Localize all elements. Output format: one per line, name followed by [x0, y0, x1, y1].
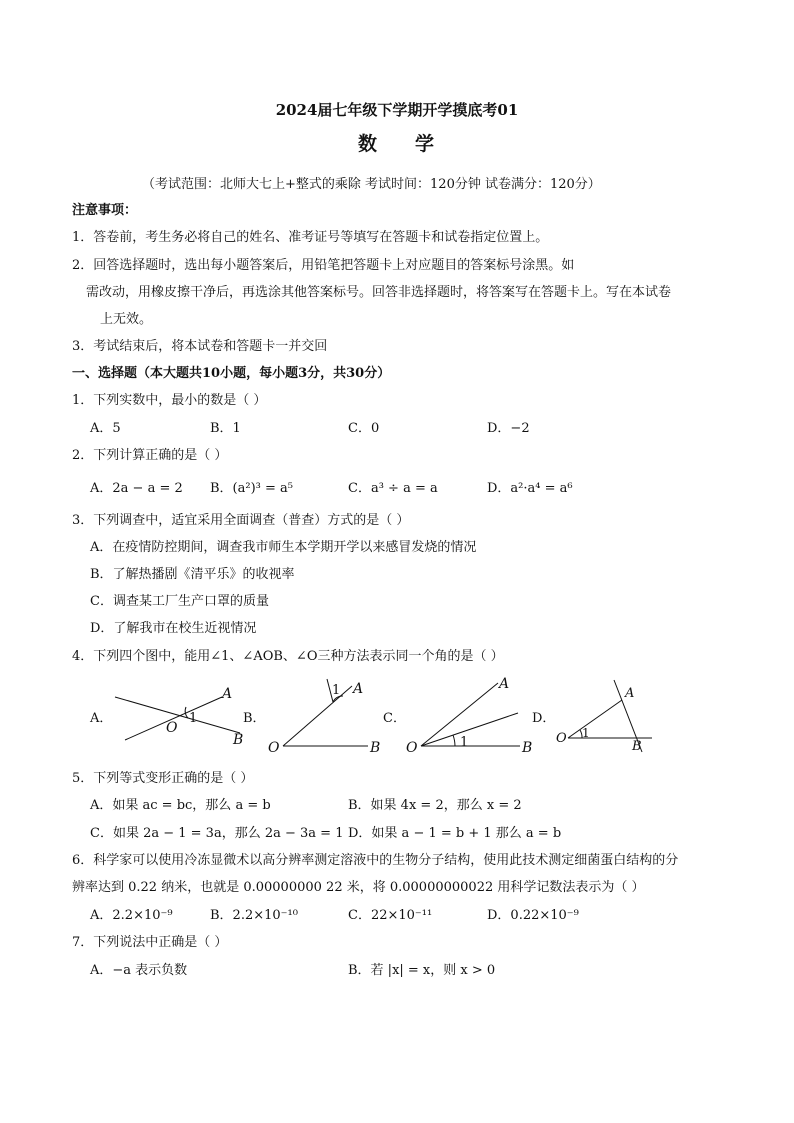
q1-option-d: D．−2	[487, 421, 530, 436]
q2-option-d: D．a²·a⁴ = a⁶	[487, 481, 573, 496]
figure-d-label-a: A	[625, 686, 635, 701]
q3-option-c: C．调查某工厂生产口罩的质量	[90, 594, 269, 609]
q5-option-a: A．如果 ac = bc，那么 a = b	[90, 798, 271, 813]
subject-char-2: 学	[415, 133, 437, 155]
figure-b-label-1: 1	[332, 683, 341, 698]
q4-option-d: D．	[532, 711, 556, 726]
figure-a-label-a: A	[222, 686, 233, 702]
q2-option-b: B．(a²)³ = a⁵	[210, 481, 293, 496]
q5-option-c: C．如果 2a − 1 = 3a，那么 2a − 3a = 1	[90, 826, 344, 841]
q3-option-b: B．了解热播剧《清平乐》的收视率	[90, 567, 295, 582]
question-5-stem: 5．下列等式变形正确的是（ ）	[72, 771, 254, 786]
q3-option-a: A．在疫情防控期间，调查我市师生本学期开学以来感冒发烧的情况	[90, 540, 477, 555]
question-7-stem: 7．下列说法中正确是（ ）	[72, 935, 228, 950]
q5-option-b: B．如果 4x = 2，那么 x = 2	[348, 798, 522, 813]
q6-option-c: C．22×10⁻¹¹	[348, 908, 433, 923]
q6-option-b: B．2.2×10⁻¹⁰	[210, 908, 298, 923]
section-heading: 一、选择题（本大题共10小题，每小题3分，共30分）	[72, 366, 391, 381]
question-1-stem: 1．下列实数中，最小的数是（ ）	[72, 393, 267, 408]
q4-option-c: C．	[383, 711, 406, 726]
note-item-2-cont: 需改动，用橡皮擦干净后，再选涂其他答案标号。回答非选择题时，将答案写在答题卡上。写在本试卷	[86, 285, 672, 300]
figure-d-label-b: B	[632, 739, 642, 754]
q4-option-a: A．	[90, 711, 113, 726]
q1-option-a: A．5	[90, 421, 121, 436]
note-item-3: 3．考试结束后，将本试卷和答题卡一并交回	[72, 339, 328, 354]
exam-info: （考试范围：北师大七上+整式的乘除 考试时间：120分钟 试卷满分：120分）	[142, 177, 601, 192]
figure-a-label-b: B	[233, 732, 244, 748]
q2-option-a: A．2a − a = 2	[90, 481, 183, 496]
figure-b-label-o: O	[268, 740, 280, 756]
figure-d-label-1: 1	[582, 726, 590, 740]
figure-b-label-a: A	[353, 681, 364, 697]
question-6-stem-line-2: 辨率达到 0.22 纳米，也就是 0.00000000 22 米，将 0.00000000022 用科学记数法表示为（ ）	[72, 880, 645, 895]
figure-c-label-a: A	[499, 676, 510, 692]
q5-option-d: D．如果 a − 1 = b + 1 那么 a = b	[348, 826, 562, 841]
note-item-2: 2．回答选择题时，选出每小题答案后，用铅笔把答题卡上对应题目的答案标号涂黑。如	[72, 258, 575, 273]
q7-option-b: B．若 |x| = x，则 x > 0	[348, 963, 496, 978]
figure-a-label-o: O	[166, 720, 178, 736]
figure-c	[421, 683, 520, 746]
figure-a-label-1: 1	[189, 711, 198, 726]
figure-c-label-o: O	[406, 740, 418, 756]
note-item-1: 1．答卷前，考生务必将自己的姓名、准考证号等填写在答题卡和试卷指定位置上。	[72, 230, 549, 245]
q2-option-c: C．a³ ÷ a = a	[348, 481, 438, 496]
note-item-2-end: 上无效。	[100, 312, 153, 327]
q1-option-b: B．1	[210, 421, 241, 436]
q6-option-d: D．0.22×10⁻⁹	[487, 908, 579, 923]
figure-a	[115, 697, 240, 740]
figure-c-label-b: B	[522, 740, 533, 756]
figure-d-label-o: O	[556, 731, 567, 746]
question-4-stem: 4．下列四个图中，能用∠1、∠AOB、∠O三种方法表示同一个角的是（ ）	[72, 649, 504, 664]
subject-char-1: 数	[357, 133, 379, 155]
exam-title: 2024届七年级下学期开学摸底考01	[275, 101, 519, 119]
question-6-stem-line-1: 6．科学家可以使用冷冻显微术以高分辨率测定溶液中的生物分子结构，使用此技术测定细菌蛋白结构的分	[72, 853, 679, 868]
q6-option-a: A．2.2×10⁻⁹	[90, 908, 173, 923]
q7-option-a: A．−a 表示负数	[90, 963, 188, 978]
q1-option-c: C．0	[348, 421, 380, 436]
q4-option-b: B．	[243, 711, 266, 726]
figure-c-label-1: 1	[460, 735, 469, 750]
question-2-stem: 2．下列计算正确的是（ ）	[72, 448, 228, 463]
figure-b-label-b: B	[370, 740, 381, 756]
q3-option-d: D．了解我市在校生近视情况	[90, 621, 257, 636]
notes-heading: 注意事项：	[72, 203, 138, 218]
question-3-stem: 3．下列调查中，适宜采用全面调查（普查）方式的是（ ）	[72, 513, 410, 528]
